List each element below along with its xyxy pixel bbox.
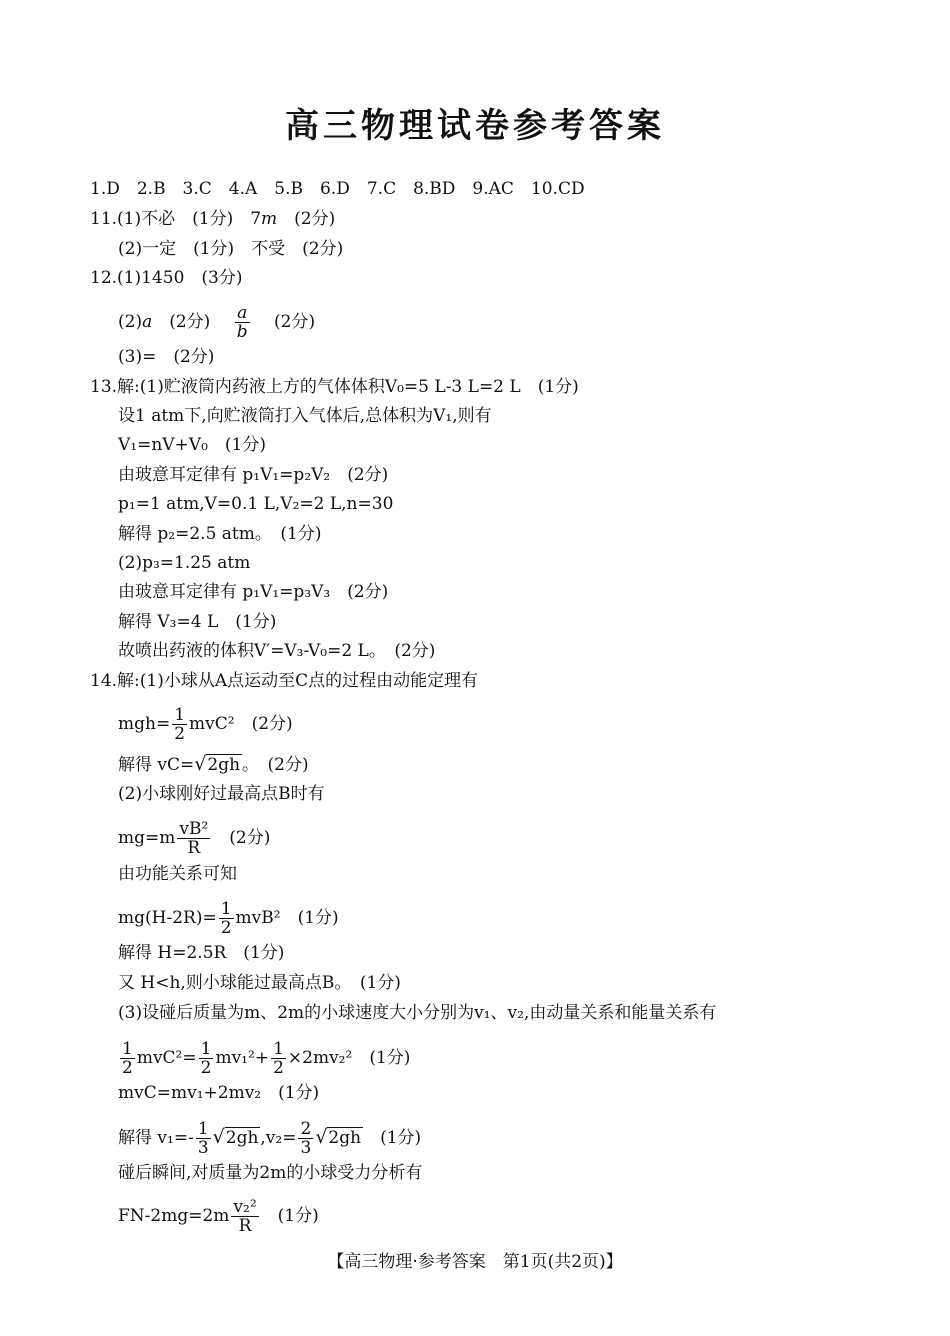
sqrt-sign: √	[194, 753, 207, 775]
q14-e4-frac1-den: 2	[122, 1058, 133, 1078]
q14-e1-points: (2分)	[251, 714, 293, 734]
q14-e5-frac	[231, 1198, 258, 1235]
q14-e4-points: (1分)	[369, 1048, 411, 1068]
q14-e5-points: (1分)	[277, 1206, 319, 1226]
q14-e2-frac-den: R	[187, 838, 201, 858]
mc-answers: 1.D 2.B 3.C 4.A 5.B 6.D 7.C 8.BD 9.AC 10.CD	[90, 179, 585, 199]
q13-line-9: 解得 V₃=4 L (1分)	[118, 612, 277, 632]
q14-eq-2	[118, 820, 270, 857]
q14-eq-3	[118, 900, 339, 937]
q12-line-2	[118, 304, 315, 341]
q14-l13-frac-1	[196, 1120, 211, 1157]
q11-l1-text: 11.(1)不必 (1分) 7	[90, 209, 262, 229]
q14-l3-points: 。 (2分)	[242, 755, 309, 775]
q14-e4-frac1-num: 1	[122, 1039, 133, 1059]
q14-l13-radicand-1: 2gh	[225, 1128, 259, 1148]
q14-e1-frac-den: 2	[174, 724, 186, 744]
q14-l13-points: (1分)	[380, 1128, 422, 1148]
q12-frac-num: a	[237, 303, 248, 323]
q12-l2-points-2: (2分)	[274, 312, 316, 332]
q14-eq-4	[118, 1040, 410, 1077]
q12-frac-den: b	[236, 322, 248, 342]
q14-e4-frac3-den: 2	[273, 1058, 284, 1078]
q11-line-1	[90, 208, 335, 230]
q14-l3-radicand: 2gh	[207, 755, 241, 775]
q12-line-3: (3)= (2分)	[118, 347, 215, 367]
q13-line-8: 由玻意耳定律有 p₁V₁=p₃V₃ (2分)	[118, 582, 389, 602]
q14-l3-prefix: 解得 vC=	[118, 755, 195, 775]
q14-e3-frac	[219, 900, 234, 937]
q14-e2-frac-num: vB²	[179, 819, 209, 839]
q14-l13-frac-2	[298, 1120, 313, 1157]
q14-line-1: 14.解:(1)小球从A点运动至C点的过程由动能定理有	[90, 671, 479, 691]
q14-eq-1	[118, 706, 293, 743]
q14-line-12: mvC=mv₁+2mv₂ (1分)	[118, 1083, 320, 1103]
q14-e1-frac-num: 1	[174, 705, 186, 725]
q14-e4-part-a: mvC²=	[136, 1048, 197, 1068]
q14-e2-left: mg=m	[118, 828, 176, 848]
q14-line-13	[118, 1120, 421, 1157]
q14-e5-frac-num: v₂²	[233, 1197, 257, 1217]
q14-l13-prefix: 解得 v₁=-	[118, 1128, 194, 1148]
sqrt-sign: √	[315, 1126, 328, 1148]
q14-e1-left: mgh=	[118, 714, 171, 734]
q14-e3-points: (1分)	[297, 908, 339, 928]
q14-l13-radicand-2: 2gh	[328, 1128, 362, 1148]
q14-line-3	[118, 753, 309, 776]
q12-l2-var: a	[142, 312, 153, 332]
q13-line-10: 故喷出药液的体积V′=V₃-V₀=2 L。 (2分)	[118, 641, 436, 661]
page-title: 高三物理试卷参考答案	[285, 106, 665, 146]
q11-l1-var: m	[261, 209, 278, 229]
q14-e3-left: mg(H-2R)=	[118, 908, 217, 928]
q14-e1-right: mvC²	[189, 714, 235, 734]
page-footer: 【高三物理·参考答案 第1页(共2页)】	[327, 1252, 623, 1272]
q14-e3-frac-den: 2	[220, 918, 232, 938]
q14-e4-frac-3	[271, 1040, 286, 1077]
q14-e4-frac3-num: 1	[273, 1039, 284, 1059]
q14-eq-5	[118, 1198, 319, 1235]
sqrt-sign: √	[212, 1126, 225, 1148]
q14-line-9: 又 H<h,则小球能过最高点B。 (1分)	[118, 973, 401, 993]
q14-e4-frac-1	[120, 1040, 135, 1077]
q11-line-2: (2)一定 (1分) 不受 (2分)	[118, 239, 344, 259]
q11-l1-points: (2分)	[294, 209, 336, 229]
q14-e1-frac	[172, 706, 187, 743]
q14-e4-frac2-den: 2	[200, 1058, 212, 1078]
q13-line-1: 13.解:(1)贮液筒内药液上方的气体体积V₀=5 L-3 L=2 L (1分)	[90, 377, 579, 397]
q14-e5-left: FN-2mg=2m	[118, 1206, 230, 1226]
q14-line-10: (3)设碰后质量为m、2m的小球速度大小分别为v₁、v₂,由动量关系和能量关系有	[118, 1003, 717, 1023]
q14-e4-frac-2	[199, 1040, 214, 1077]
q14-e3-right: mvB²	[235, 908, 281, 928]
q14-line-14: 碰后瞬间,对质量为2m的小球受力分析有	[118, 1163, 423, 1183]
q13-line-6: 解得 p₂=2.5 atm。 (1分)	[118, 524, 322, 544]
q13-line-3: V₁=nV+V₀ (1分)	[118, 435, 266, 455]
q14-l13-mid: ,v₂=	[260, 1128, 297, 1148]
q13-line-4: 由玻意耳定律有 p₁V₁=p₂V₂ (2分)	[118, 465, 389, 485]
q14-e2-points: (2分)	[229, 828, 271, 848]
q13-line-7: (2)p₃=1.25 atm	[118, 553, 251, 573]
q13-line-5: p₁=1 atm,V=0.1 L,V₂=2 L,n=30	[118, 494, 394, 514]
q14-e4-part-c: ×2mv₂²	[287, 1048, 353, 1068]
q12-l2-prefix: (2)	[118, 312, 143, 332]
q14-l13-frac1-den: 3	[197, 1138, 209, 1158]
q14-l13-frac2-den: 3	[300, 1138, 312, 1158]
q12-l2-points-1: (2分)	[169, 312, 211, 332]
q14-e3-frac-num: 1	[220, 899, 232, 919]
q14-line-4: (2)小球刚好过最高点B时有	[118, 784, 325, 804]
q14-l13-frac2-num: 2	[300, 1119, 312, 1139]
q12-fraction	[235, 304, 250, 341]
q13-line-2: 设1 atm下,向贮液筒打入气体后,总体积为V₁,则有	[118, 406, 492, 426]
q12-line-1: 12.(1)1450 (3分)	[90, 268, 243, 288]
q14-line-8: 解得 H=2.5R (1分)	[118, 943, 285, 963]
q14-line-6: 由功能关系可知	[118, 864, 237, 884]
q14-e4-frac2-num: 1	[200, 1039, 212, 1059]
q14-e4-part-b: mv₁²+	[215, 1048, 270, 1068]
q14-l13-frac1-num: 1	[197, 1119, 209, 1139]
q14-e5-frac-den: R	[238, 1216, 252, 1236]
q14-e2-frac	[177, 820, 210, 857]
